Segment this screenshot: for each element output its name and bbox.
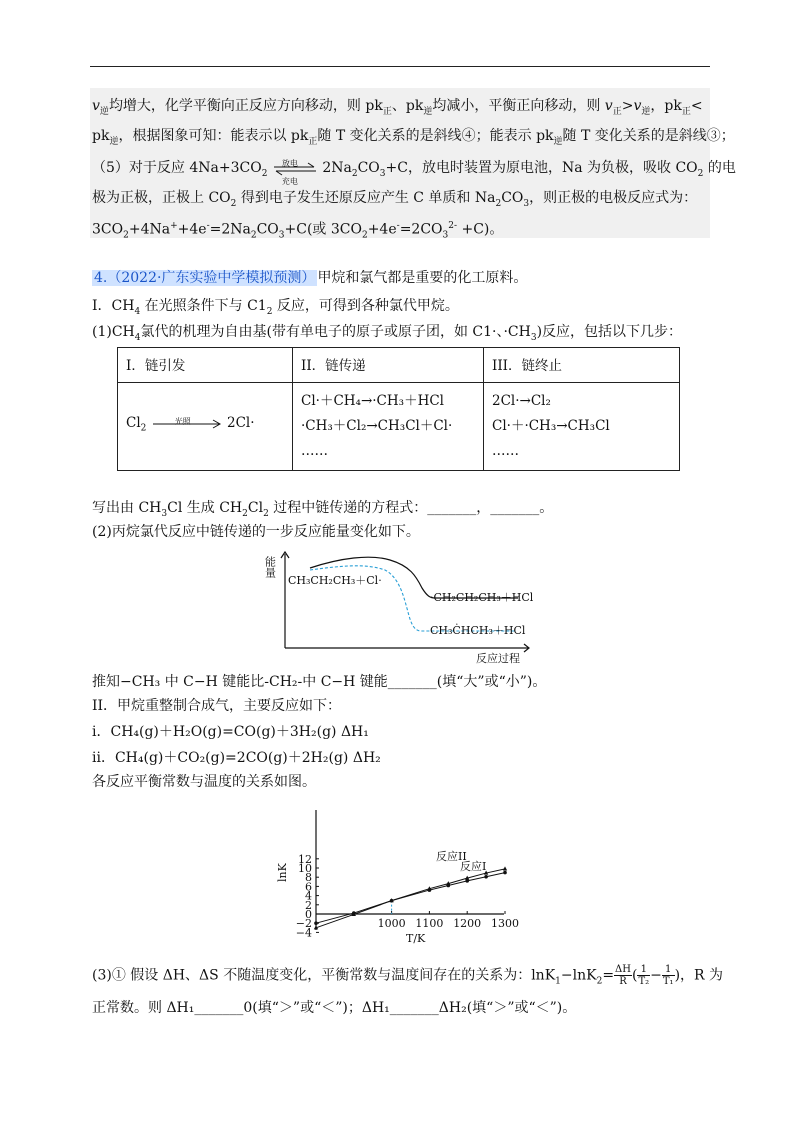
right-arrow-icon — [151, 415, 223, 433]
x-tick-label: 1100 — [415, 917, 444, 930]
y-tick-label: 6 — [305, 880, 312, 894]
q1-mechanism-text: $(1)CH_4$氯代的机理为自由基(带有单电子的原子或原子团，如 C1·、$\cdot CH_3$)反应，包括以下几步： — [92, 324, 683, 343]
data-point — [503, 871, 507, 875]
fraction-dh-over-r: $\frac{\Delta H}{R}$ — [615, 964, 631, 987]
y-tick-label: 12 — [298, 852, 312, 866]
question-intro: 甲烷和氯气都是重要的化工原料。 — [317, 270, 528, 286]
header-termination: III．链终止 — [484, 348, 680, 383]
y-tick-label: 8 — [305, 871, 312, 885]
relation-text: 各反应平衡常数与温度的关系如图。 — [92, 774, 316, 790]
initiation-cell: $Cl_2$ 光照 2Cl· — [118, 383, 293, 471]
light-arrow: 光照 — [151, 415, 223, 433]
header-propagation: II．链传递 — [293, 348, 484, 383]
reversible-arrow: 放电 充电 — [272, 158, 318, 178]
header-initiation: I．链引发 — [118, 348, 293, 383]
answer-line-3: （5）对于反应 $4Na+3CO_2$ 放电 充电 $2Na_2CO_3+C$，放电时装置为原电池，Na 为负极，吸收 $CO_2$ 的电 — [92, 159, 736, 186]
data-point — [447, 884, 451, 888]
lnk-y-label: lnK — [276, 863, 289, 882]
y-tick-label: 10 — [298, 862, 312, 875]
data-point — [428, 888, 432, 892]
answer-line-5: $3CO_2+4Na^++4e^-=2Na_2CO_3+C$(或 $3CO_2+4e^-=2CO_3^{2-} +C$)。 — [92, 221, 504, 241]
question-number-tag[interactable]: 4.（2022·广东实验中学模拟预测） — [94, 270, 316, 286]
header-rule — [90, 66, 710, 67]
y-tick-label: 2 — [305, 898, 312, 912]
q3-line-1: (3)① 假设 ΔH、ΔS 不随温度变化，平衡常数与温度间存在的关系为：lnK$_1$−lnK$_2$= $\frac{\Delta H}{R}$ ( $\frac{1}{\text{T₂}}$ − $\frac{1}{\text{T₁}}$ )，R 为 — [92, 964, 724, 987]
q3-line-2: 正常数。则 ΔH₁_______0(填“＞”或“＜”)；ΔH₁_______ΔH₂(填“＞”或“＜”)。 — [92, 1000, 577, 1016]
energy-x-label: 反应过程 — [476, 652, 520, 665]
question-header — [92, 268, 527, 288]
mechanism-table — [117, 347, 680, 471]
y-tick-label: −4 — [295, 926, 312, 940]
termination-cell: 2Cl·→Cl₂ Cl·＋·CH₃→CH₃Cl …… — [484, 383, 680, 471]
product1-label: ·CH₂CH₂CH₃＋HCl — [430, 591, 534, 604]
series-label-II: 反应II — [436, 850, 467, 863]
q1-write-prompt: 写出由 $CH_3Cl$ 生成 $CH_2Cl_2$ 过程中链传递的方程式：_______，_______。 — [92, 500, 554, 519]
energy-y-label: 能量 — [263, 556, 277, 578]
data-point — [314, 921, 318, 925]
data-point — [352, 911, 356, 915]
table-header-row — [118, 348, 680, 383]
y-tick-label: −2 — [295, 917, 312, 931]
fraction-1-over-t1: $\frac{1}{\text{T₁}}$ — [662, 964, 674, 987]
data-point — [503, 866, 507, 870]
part1-title: I．$CH_4$ 在光照条件下与 $C1_2$ 反应，可得到各种氯代甲烷。 — [92, 298, 459, 317]
table-row — [118, 383, 680, 471]
y-tick-label: 0 — [305, 908, 312, 921]
product2-label: CH₃ĊHCH₃＋HCl — [430, 624, 526, 637]
answer-line-1: $v_逆$均增大，化学平衡向正反应方向移动，则 $pk_正$、$pk_逆$均减小，平衡正向移动，则 $v_正>v_逆$，$pk_正<$ — [92, 98, 703, 117]
reactant-label: CH₃CH₂CH₃＋Cl· — [288, 574, 382, 587]
x-tick-label: 1200 — [453, 917, 482, 930]
x-tick-label: 1300 — [491, 917, 519, 930]
reaction-2: ii．CH₄(g)＋CO₂(g)=2CO(g)＋2H₂(g) ΔH₂ — [92, 750, 381, 766]
data-point — [465, 879, 469, 883]
data-point — [390, 899, 394, 903]
reaction-1: i．CH₄(g)＋H₂O(g)=CO(g)＋3H₂(g) ΔH₁ — [92, 724, 369, 740]
data-point — [484, 875, 488, 879]
lnk-temperature-chart — [272, 800, 522, 946]
part2-title: II．甲烷重整制合成气，主要反应如下： — [92, 698, 342, 714]
lnk-x-label: T/K — [406, 932, 426, 945]
energy-diagram — [263, 548, 540, 665]
series-label-I: 反应I — [460, 860, 487, 873]
propagation-cell: Cl·＋CH₄→·CH₃＋HCl ·CH₃＋Cl₂→CH₃Cl＋Cl· …… — [293, 383, 484, 471]
y-tick-label: 4 — [305, 889, 312, 903]
fraction-1-over-t2: $\frac{1}{\text{T₂}}$ — [638, 964, 650, 987]
series-line-I — [316, 873, 505, 924]
x-tick-label: 1000 — [377, 917, 406, 930]
answer-line-2: $pk_逆$，根据图象可知：能表示以 $pk_正$随 T 变化关系的是斜线④；能表示 $pk_逆$随 T 变化关系的是斜线③； — [92, 128, 735, 147]
answer-line-4: 极为正极，正极上 $CO_2$ 得到电子发生还原反应产生 C 单质和 $Na_2CO_3$，则正极的电极反应式为： — [92, 190, 698, 209]
infer-text: 推知−CH₃ 中 C−H 键能比-CH₂-中 C−H 键能_______(填“大”或“小”)。 — [92, 674, 547, 690]
q2-text: (2)丙烷氯代反应中链传递的一步反应能量变化如下。 — [92, 524, 420, 540]
